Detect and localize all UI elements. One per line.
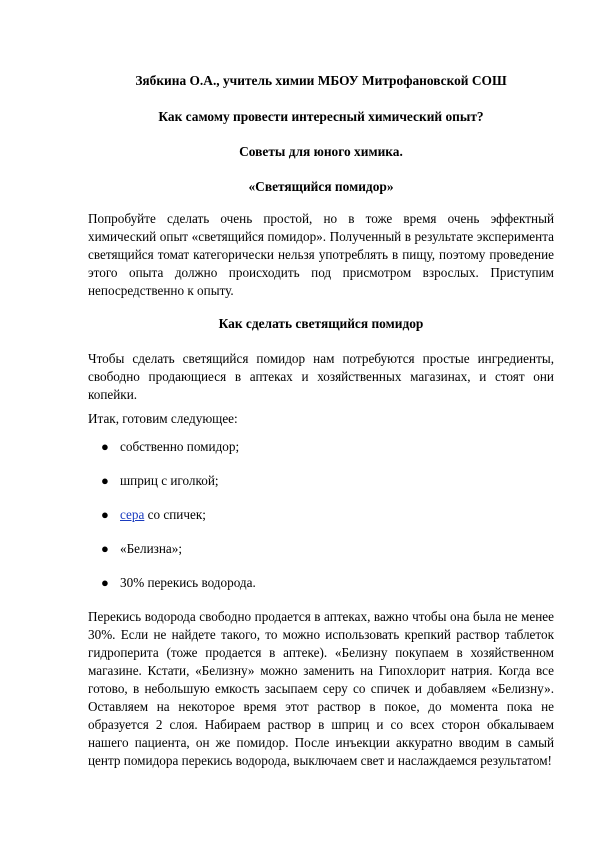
list-item-text: собственно помидор;: [120, 439, 240, 454]
ingredients-list: [88, 438, 554, 592]
sulfur-link[interactable]: сера: [120, 507, 145, 522]
experiment-title: «Светящийся помидор»: [248, 179, 394, 194]
advice-title: Советы для юного химика.: [239, 144, 403, 159]
bullet-icon: ●: [101, 507, 109, 522]
bullet-icon: ●: [101, 575, 109, 590]
list-item-text: «Белизна»;: [120, 541, 183, 556]
list-item: [88, 438, 554, 456]
author-line: Зябкина О.А., учитель химии МБОУ Митрофановской СОШ: [135, 73, 507, 88]
bullet-icon: ●: [101, 473, 109, 488]
ingredients-paragraph: Чтобы сделать светящийся помидор нам потребуются простые ингредиенты, свободно продающиеся в аптеках и хозяйственных магазинах, и стоят они копейки.: [88, 351, 554, 402]
list-item-text: шприц с иголкой;: [120, 473, 219, 488]
section-title: Как сделать светящийся помидор: [218, 316, 424, 331]
list-item-text: 30% перекись водорода.: [120, 575, 256, 590]
list-item: [88, 574, 554, 592]
instructions-paragraph: Перекись водорода свободно продается в аптеках, важно чтобы она была не менее 30%. Если не найдете такого, то можно использовать крепкий раствор таблеток гидроперита (тоже продается в аптеке). «Белизну покупаем в хозяйственном магазине. Кстати, «Белизну» можно заменить на Гипохлорит натрия. Когда все готово, в небольшую емкость засыпаем серу со спичек и добавляем «Белизну». Оставляем на некоторое время этот раствор в покое, до момента пока не образуется 2 слоя. Набираем раствор в шприц и со всех сторон обкалываем нашего пациента, он же помидор. После инъекции аккуратно вводим в самый центр помидора перекись водорода, выключаем свет и наслаждаемся результатом!: [88, 609, 554, 768]
list-item: [88, 540, 554, 558]
bullet-icon: ●: [101, 439, 109, 454]
question-title: Как самому провести интересный химический опыт?: [158, 109, 484, 124]
list-intro: Итак, готовим следующее:: [88, 411, 238, 426]
list-item-text: со спичек;: [144, 507, 206, 522]
document-content: [88, 72, 554, 770]
list-item: [88, 472, 554, 490]
list-item: [88, 506, 554, 524]
intro-paragraph: Попробуйте сделать очень простой, но в тоже время очень эффектный химический опыт «светящийся помидор». Полученный в результате эксперимента светящийся томат категорически нельзя употреблять в пищу, поэтому проведение этого опыта должно происходить под присмотром взрослых. Приступим непосредственно к опыту.: [88, 211, 554, 298]
bullet-icon: ●: [101, 541, 109, 556]
